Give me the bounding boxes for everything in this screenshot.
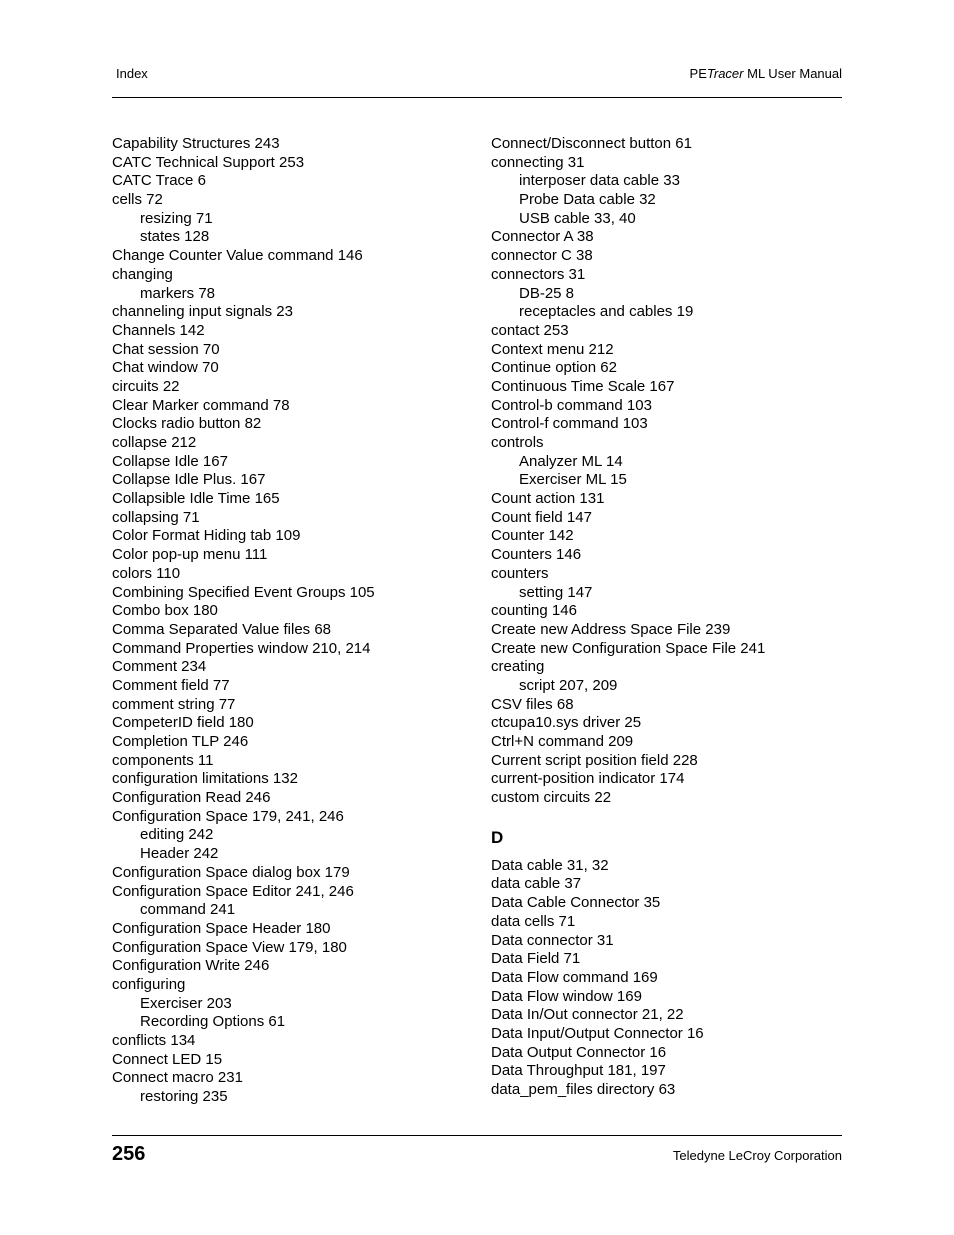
index-entry: collapsing 71 <box>112 508 200 526</box>
footer-company: Teledyne LeCroy Corporation <box>672 1148 842 1163</box>
index-entry: Configuration Space View 179, 180 <box>112 938 347 956</box>
index-entry: Data connector 31 <box>491 931 614 949</box>
index-entry: CATC Trace 6 <box>112 172 206 190</box>
index-entry: Counters 146 <box>491 546 582 564</box>
index-entry: Data Throughput 181, 197 <box>491 1062 666 1080</box>
title-italic: Tracer <box>706 66 744 81</box>
index-entry: changing <box>112 265 173 283</box>
index-entry: data cable 37 <box>491 875 582 893</box>
index-entry: configuring <box>112 975 186 993</box>
index-entry: Control-b command 103 <box>491 396 652 414</box>
index-entry: Context menu 212 <box>491 340 614 358</box>
index-entry: Create new Address Space File 239 <box>491 620 731 638</box>
index-entry: data_pem_files directory 63 <box>491 1081 676 1098</box>
index-entry: Ctrl+N command 209 <box>491 733 634 750</box>
index-entry: Change Counter Value command 146 <box>112 247 363 265</box>
index-subentry: script 207, 209 <box>519 676 618 694</box>
index-entry: configuration limitations 132 <box>112 770 298 788</box>
index-entry: controls <box>491 434 544 451</box>
index-entry: Configuration Write 246 <box>112 957 270 975</box>
index-entry: Data Field 71 <box>491 950 581 968</box>
index-entry: Continuous Time Scale 167 <box>491 377 675 395</box>
index-entry: Clocks radio button 82 <box>112 415 262 433</box>
index-subentry: Probe Data cable 32 <box>519 191 656 209</box>
title-suffix: ML User Manual <box>743 66 842 81</box>
index-entry: Connector A 38 <box>491 228 594 246</box>
index-entry: cells 72 <box>112 191 163 209</box>
page-number: 256 <box>112 1143 146 1165</box>
index-group-c-continued <box>491 135 851 808</box>
index-entry: Channels 142 <box>112 321 205 339</box>
index-entry: Continue option 62 <box>491 359 617 377</box>
index-entry: Connect macro 231 <box>112 1069 243 1087</box>
index-entry: counters <box>491 564 549 582</box>
index-entry: Combo box 180 <box>112 602 218 620</box>
running-header-section: Index <box>116 66 148 81</box>
index-entry: Current script position field 228 <box>491 751 698 769</box>
index-column-right <box>491 135 851 1100</box>
index-entry: Data Cable Connector 35 <box>491 894 661 912</box>
index-entry: connectors 31 <box>491 265 586 283</box>
index-entry: Data Input/Output Connector 16 <box>491 1024 704 1042</box>
index-entry: Comment 234 <box>112 658 207 676</box>
index-entry: Chat session 70 <box>112 340 220 358</box>
index-entry: CompeterID field 180 <box>112 714 254 732</box>
index-subentry: setting 147 <box>519 583 593 601</box>
index-entry: Connect/Disconnect button 61 <box>491 135 692 152</box>
index-entry: Counter 142 <box>491 527 574 545</box>
index-subentry: restoring 235 <box>140 1088 228 1106</box>
index-entry: Configuration Read 246 <box>112 789 271 807</box>
index-subentry: Header 242 <box>140 845 219 863</box>
index-entry: Count action 131 <box>491 490 605 508</box>
running-header-title <box>690 66 842 81</box>
index-entry: ctcupa10.sys driver 25 <box>491 714 642 732</box>
index-subentry: receptacles and cables 19 <box>519 303 694 321</box>
index-entry: custom circuits 22 <box>491 789 612 807</box>
index-entry: Command Properties window 210, 214 <box>112 639 371 657</box>
index-entry: comment string 77 <box>112 695 236 713</box>
index-subentry: resizing 71 <box>140 209 213 227</box>
section-heading-d: D <box>491 827 504 847</box>
index-entry: Combining Specified Event Groups 105 <box>112 583 375 601</box>
index-subentry: Analyzer ML 14 <box>519 452 623 470</box>
index-entry: connecting 31 <box>491 153 585 171</box>
index-entry: Configuration Space Editor 241, 246 <box>112 882 354 900</box>
index-entry: Data cable 31, 32 <box>491 856 609 874</box>
index-entry: CATC Technical Support 253 <box>112 153 305 171</box>
index-entry: components 11 <box>112 751 214 769</box>
index-entry: collapse 212 <box>112 434 197 451</box>
index-subentry: Exerciser 203 <box>140 994 232 1012</box>
index-entry: Configuration Space 179, 241, 246 <box>112 807 344 825</box>
index-entry: Configuration Space dialog box 179 <box>112 863 350 881</box>
index-subentry: Recording Options 61 <box>140 1013 286 1031</box>
index-entry: Data Flow command 169 <box>491 968 658 986</box>
index-entry: contact 253 <box>491 321 569 339</box>
title-prefix: PE <box>689 66 707 81</box>
index-entry: Count field 147 <box>491 508 592 526</box>
index-entry: Data Output Connector 16 <box>491 1043 667 1061</box>
index-entry: Control-f command 103 <box>491 415 648 433</box>
index-entry: Comma Separated Value files 68 <box>112 620 332 638</box>
index-entry: conflicts 134 <box>112 1032 196 1049</box>
index-entry: circuits 22 <box>112 377 180 395</box>
index-entry: Configuration Space Header 180 <box>112 919 331 937</box>
index-entry: Color pop-up menu 111 <box>112 546 268 564</box>
index-entry: Data In/Out connector 21, 22 <box>491 1006 684 1024</box>
index-entry: Comment field 77 <box>112 676 230 694</box>
index-entry: Connect LED 15 <box>112 1050 223 1068</box>
index-subentry: USB cable 33, 40 <box>519 209 636 227</box>
index-subentry: DB-25 8 <box>519 284 575 302</box>
index-subentry: markers 78 <box>140 284 216 302</box>
index-entry: current-position indicator 174 <box>491 770 685 788</box>
index-group-d <box>491 857 851 1100</box>
index-entry: Completion TLP 246 <box>112 733 249 750</box>
index-entry: CSV files 68 <box>491 695 574 713</box>
header-rule <box>112 97 842 98</box>
index-entry: creating <box>491 658 545 676</box>
index-subentry: command 241 <box>140 901 236 919</box>
index-entry: counting 146 <box>491 602 577 620</box>
index-entry: connector C 38 <box>491 247 593 265</box>
index-entry: Create new Configuration Space File 241 <box>491 639 766 657</box>
index-entry: channeling input signals 23 <box>112 303 293 321</box>
index-entry: colors 110 <box>112 564 181 582</box>
index-entry: Capability Structures 243 <box>112 135 280 152</box>
index-subentry: editing 242 <box>140 826 214 844</box>
index-column-left <box>112 135 472 1107</box>
index-entry: Chat window 70 <box>112 359 219 377</box>
footer-rule <box>112 1135 842 1136</box>
index-subentry: states 128 <box>140 228 210 246</box>
index-entry: Data Flow window 169 <box>491 987 642 1005</box>
index-entry: Collapse Idle 167 <box>112 452 228 470</box>
index-entry: Collapse Idle Plus. 167 <box>112 471 266 489</box>
index-entry: Color Format Hiding tab 109 <box>112 527 301 545</box>
index-entry: Collapsible Idle Time 165 <box>112 490 280 508</box>
index-subentry: interposer data cable 33 <box>519 172 680 190</box>
index-subentry: Exerciser ML 15 <box>519 471 627 489</box>
index-entry: data cells 71 <box>491 912 576 930</box>
index-entry: Clear Marker command 78 <box>112 396 290 414</box>
